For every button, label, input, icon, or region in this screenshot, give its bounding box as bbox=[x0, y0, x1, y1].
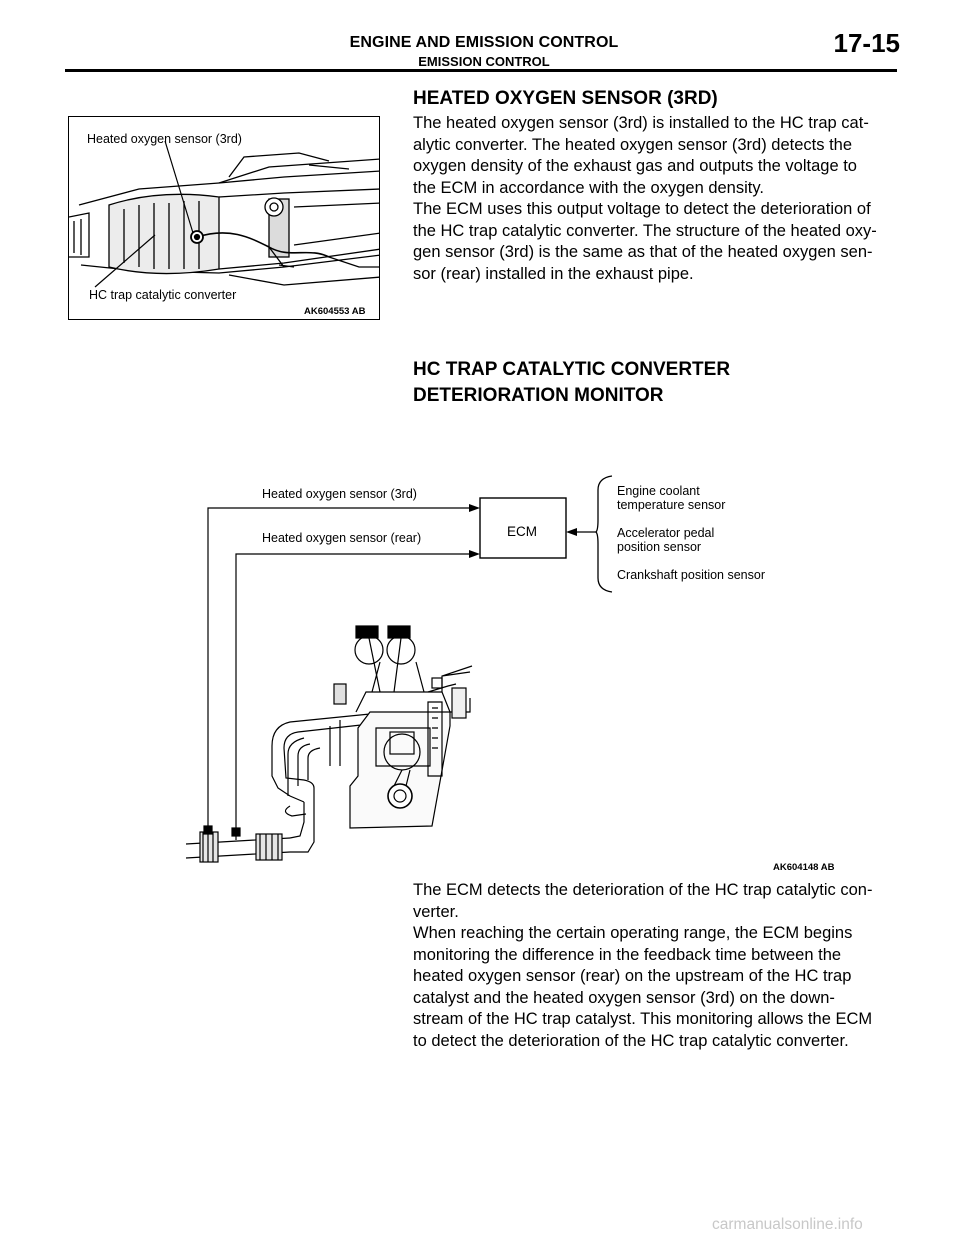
text-line: stream of the HC trap catalyst. This monitoring allows the ECM bbox=[413, 1010, 873, 1028]
text-line: The heated oxygen sensor (3rd) is installed to the HC trap cat- bbox=[413, 114, 869, 132]
text-line: the ECM in accordance with the oxygen density. bbox=[413, 178, 764, 197]
header-title: ENGINE AND EMISSION CONTROL bbox=[349, 34, 619, 51]
input-coolant-line1: Engine coolant bbox=[617, 484, 700, 498]
text-line: to detect the deterioration of the HC trap catalytic converter. bbox=[413, 1031, 849, 1050]
figure2-label-sensor-rear: Heated oxygen sensor (rear) bbox=[262, 531, 422, 545]
input-coolant-line2: temperature sensor bbox=[617, 498, 726, 512]
text-line: heated oxygen sensor (rear) on the upstream of the HC trap bbox=[413, 967, 852, 985]
section-heading-hos3: HEATED OXYGEN SENSOR (3RD) bbox=[413, 88, 718, 109]
figure1-code: AK604553 AB bbox=[304, 306, 366, 317]
text-line: alytic converter. The heated oxygen sensor (3rd) detects the bbox=[413, 135, 853, 154]
text-line: gen sensor (3rd) is the same as that of the heated oxygen sen- bbox=[413, 243, 873, 261]
page-number: 17-15 bbox=[833, 28, 900, 58]
section-heading-monitor-line1: HC TRAP CATALYTIC CONVERTER bbox=[413, 359, 731, 380]
header-rule bbox=[65, 69, 897, 72]
section-heading-monitor-line2: DETERIORATION MONITOR bbox=[413, 385, 664, 406]
text-line: sor (rear) installed in the exhaust pipe. bbox=[413, 264, 694, 283]
input-brace bbox=[596, 476, 612, 592]
text-line: the HC trap catalytic converter. The structure of the heated oxy- bbox=[413, 221, 877, 240]
figure1-label-sensor: Heated oxygen sensor (3rd) bbox=[87, 132, 242, 146]
input-crankshaft: Crankshaft position sensor bbox=[617, 568, 765, 582]
header-subtitle: EMISSION CONTROL bbox=[418, 54, 550, 69]
text-line: verter. bbox=[413, 902, 459, 921]
section1-body bbox=[413, 113, 913, 285]
figure1-label-converter: HC trap catalytic converter bbox=[89, 288, 237, 302]
ecm-label: ECM bbox=[507, 524, 537, 539]
figure2-code: AK604148 AB bbox=[773, 862, 835, 873]
input-accelerator-line1: Accelerator pedal bbox=[617, 526, 715, 540]
figure2-label-sensor-3rd: Heated oxygen sensor (3rd) bbox=[262, 487, 417, 501]
text-line: The ECM uses this output voltage to detect the deterioration of bbox=[413, 200, 871, 218]
text-line: catalyst and the heated oxygen sensor (3rd) on the down- bbox=[413, 988, 835, 1007]
text-line: oxygen density of the exhaust gas and outputs the voltage to bbox=[413, 157, 857, 175]
text-line: The ECM detects the deterioration of the HC trap catalytic con- bbox=[413, 881, 873, 899]
input-accelerator-line2: position sensor bbox=[617, 540, 702, 554]
text-line: monitoring the difference in the feedback time between the bbox=[413, 945, 842, 964]
figure-sensor-location bbox=[68, 116, 380, 320]
text-line: When reaching the certain operating range, the ECM begins bbox=[413, 924, 853, 942]
footer-watermark: carmanualsonline.info bbox=[712, 1216, 863, 1233]
section2-body bbox=[413, 880, 913, 1052]
